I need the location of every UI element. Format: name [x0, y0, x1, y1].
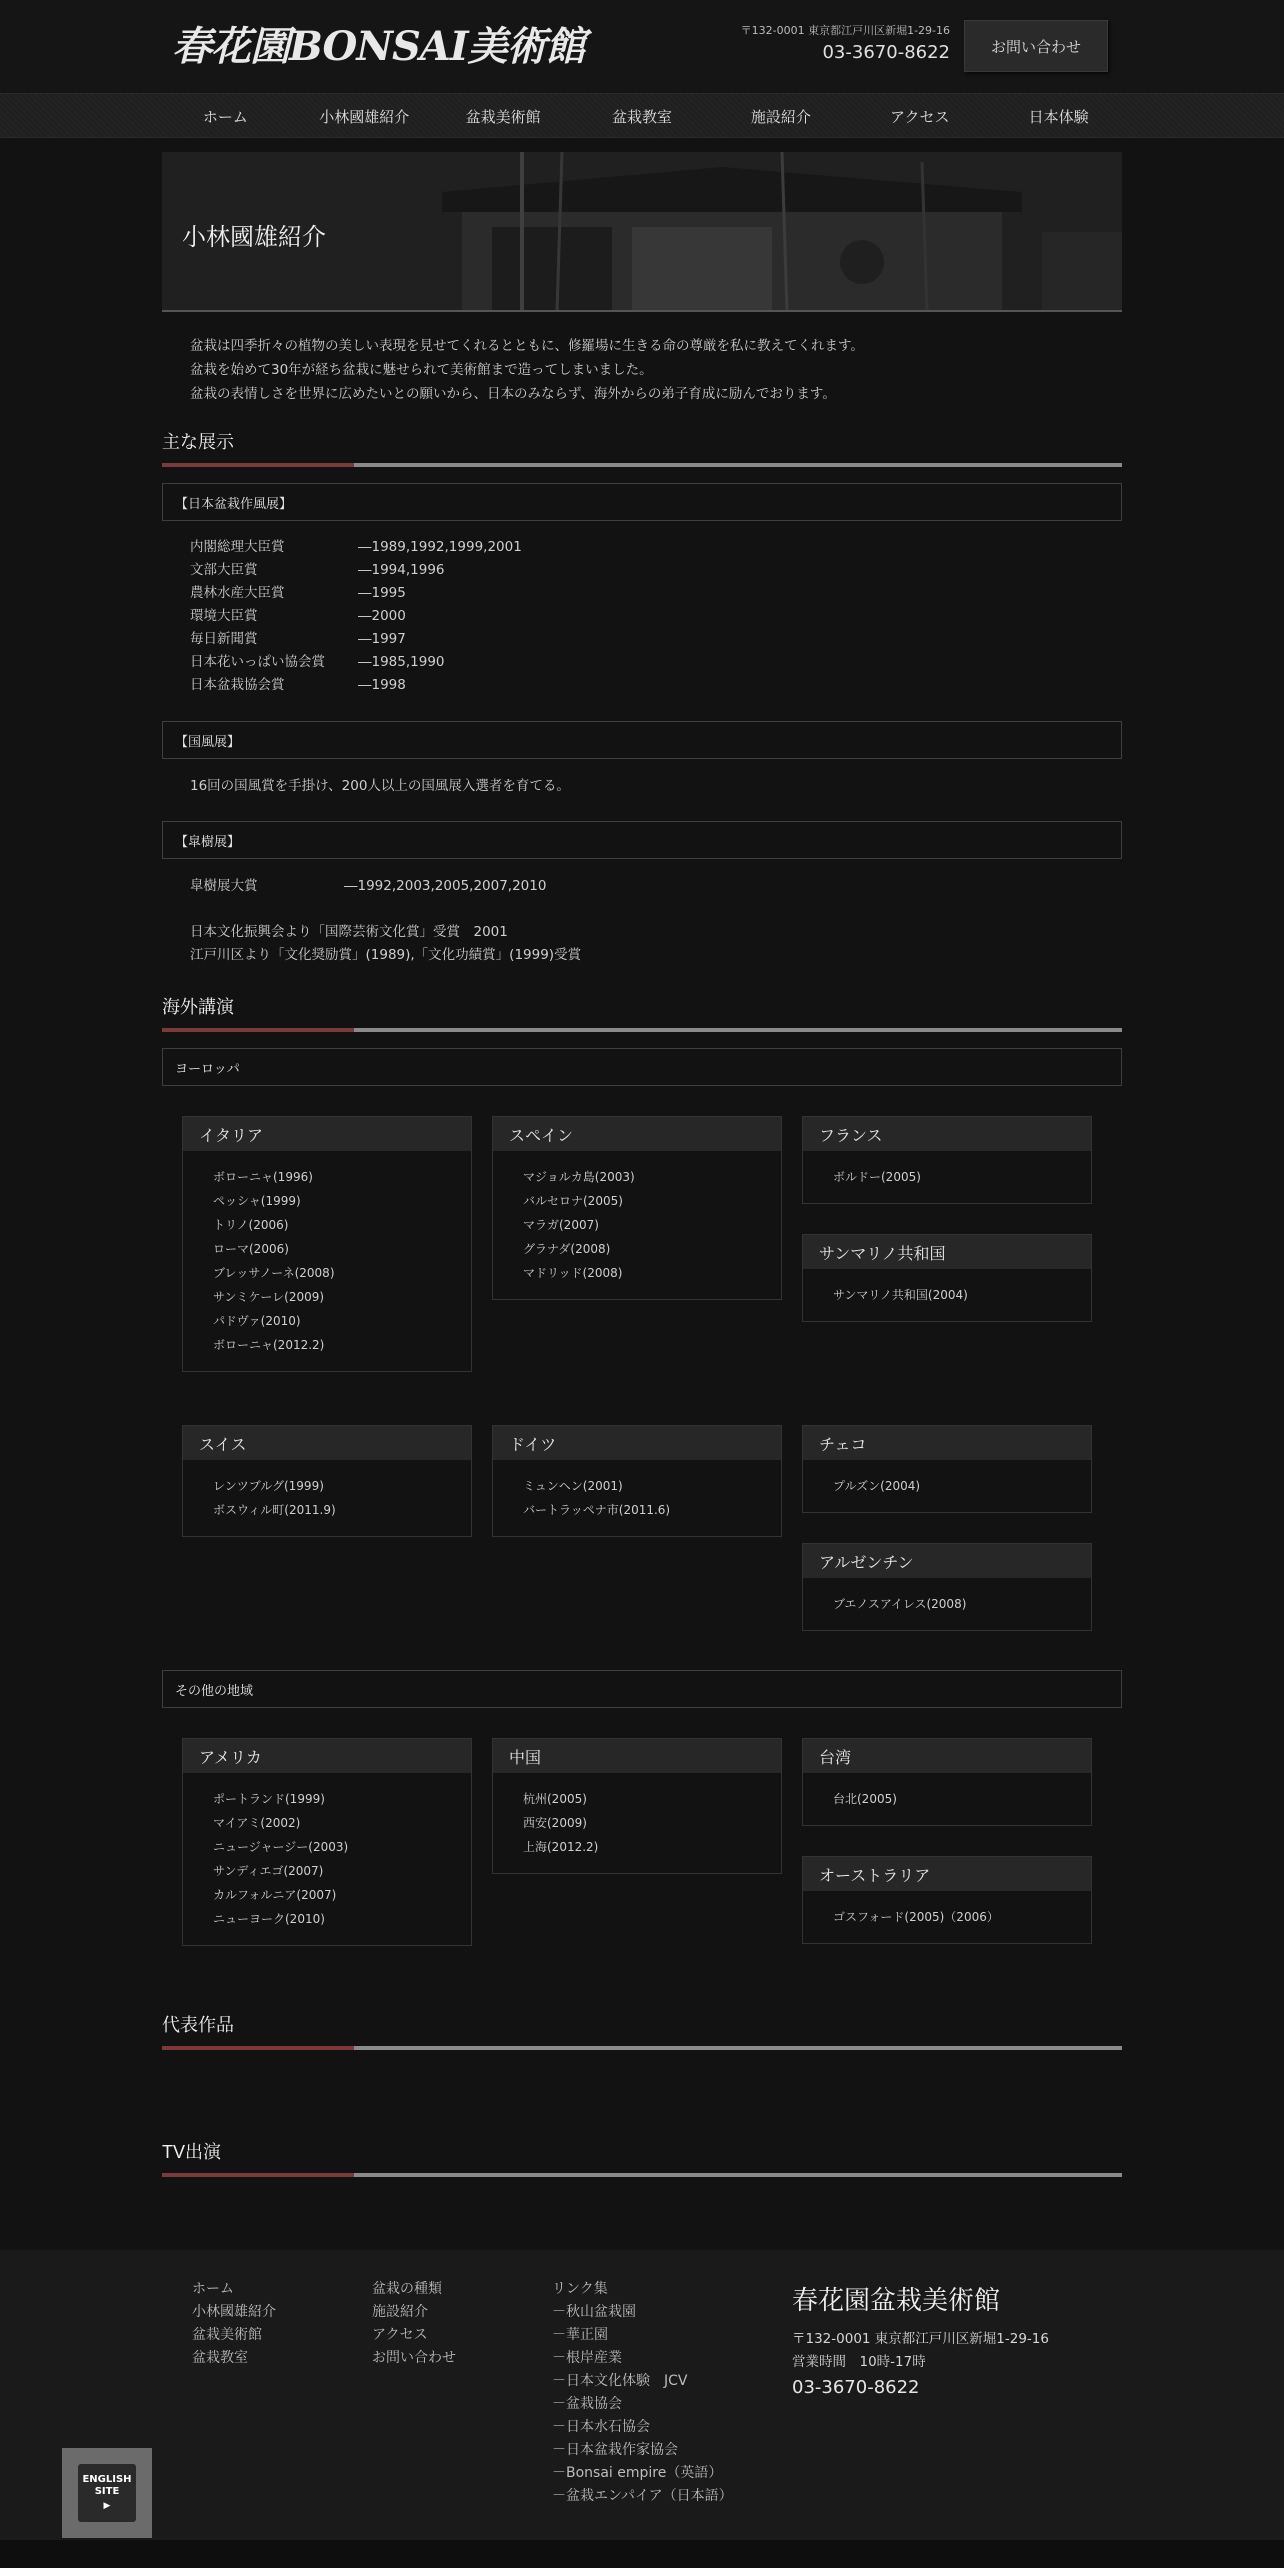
footer-brand: 春花園盆栽美術館 — [792, 2286, 1001, 2316]
site-header — [0, 0, 1284, 93]
award-name: 農林水産大臣賞 — [190, 585, 285, 601]
list-item: バートラッペナ市(2011.6) — [523, 1503, 671, 1517]
english-site-badge — [78, 2464, 136, 2522]
nav-item-facility[interactable]: 施設紹介 — [750, 108, 811, 126]
country-card-usa — [182, 1738, 472, 1946]
footer-link-museum[interactable]: 盆栽美術館 — [192, 2327, 262, 2343]
list-item: ペッシャ(1999) — [213, 1194, 301, 1208]
country-card-title: アルゼンチン — [803, 1544, 1091, 1578]
english-site-label: SITE — [94, 2486, 120, 2497]
footer-tel[interactable]: 03-3670-8622 — [792, 2377, 920, 2398]
footer-link-bonsai-types[interactable]: 盆栽の種類 — [372, 2281, 442, 2297]
list-item: ブレッサノーネ(2008) — [213, 1266, 335, 1280]
gaju-note: 江戸川区より「文化奨励賞」(1989),「文化功績賞」(1999)受賞 — [190, 947, 582, 963]
list-item: マドリッド(2008) — [523, 1266, 623, 1280]
list-item: ニュージャージー(2003) — [213, 1840, 349, 1854]
list-item: マラガ(2007) — [523, 1218, 599, 1232]
award-years: ―2000 — [358, 608, 406, 624]
list-item: ボルドー(2005) — [833, 1170, 921, 1184]
list-item: 上海(2012.2) — [523, 1840, 599, 1854]
country-card-australia — [802, 1856, 1092, 1944]
country-card-title: フランス — [803, 1117, 1091, 1151]
country-card-title: オーストラリア — [803, 1857, 1091, 1891]
country-card-title: チェコ — [803, 1426, 1091, 1460]
award-name: 毎日新聞賞 — [190, 631, 258, 647]
header-tel[interactable]: 03-3670-8622 — [822, 42, 950, 63]
country-card-italy — [182, 1116, 472, 1372]
nav-item-museum[interactable]: 盆栽美術館 — [465, 108, 541, 126]
list-item: プルズン(2004) — [833, 1479, 921, 1493]
country-card-spain — [492, 1116, 782, 1300]
subsection-other-title: その他の地域 — [162, 1670, 1122, 1708]
footer-address-block — [792, 2328, 1049, 2374]
award-name: 日本盆栽協会賞 — [190, 677, 285, 693]
footer-link-access[interactable]: アクセス — [372, 2327, 428, 2343]
award-name: 内閣総理大臣賞 — [190, 539, 285, 555]
list-item: 西安(2009) — [523, 1816, 587, 1830]
list-item: ボスウィル町(2011.9) — [213, 1503, 336, 1517]
country-card-sanmarino — [802, 1234, 1092, 1322]
intro-text — [190, 334, 864, 406]
country-card-taiwan — [802, 1738, 1092, 1826]
page-title: 小林國雄紹介 — [182, 223, 326, 251]
country-card-france — [802, 1116, 1092, 1204]
site-logo[interactable] — [172, 18, 585, 76]
copyright-bar — [0, 2540, 1284, 2568]
country-card-title: サンマリノ共和国 — [803, 1235, 1091, 1269]
footer-link-profile[interactable]: 小林國雄紹介 — [192, 2304, 276, 2320]
list-item: パドヴァ(2010) — [213, 1314, 301, 1328]
list-item: マイアミ(2002) — [213, 1816, 301, 1830]
list-item: ブエノスアイレス(2008) — [833, 1597, 967, 1611]
list-item: ミュンヘン(2001) — [523, 1479, 623, 1493]
list-item: ボローニャ(2012.2) — [213, 1338, 325, 1352]
list-item: サンマリノ共和国(2004) — [833, 1288, 968, 1302]
logo-text: 春花園BONSAI美術館 — [172, 23, 585, 70]
nihon-awards-list — [190, 536, 522, 697]
footer-external-link[interactable]: －盆栽エンパイア（日本語） — [552, 2488, 733, 2504]
intro-line: 盆栽を始めて30年が経ち盆栽に魅せられて美術館まで造ってしまいました。 — [190, 362, 653, 378]
section-heading-works: 代表作品 — [162, 2015, 234, 2035]
country-card-title: ドイツ — [493, 1426, 781, 1460]
award-years: ―1997 — [358, 631, 406, 647]
section-heading-lectures: 海外講演 — [162, 997, 234, 1017]
footer-nav-col-1 — [192, 2278, 276, 2370]
footer-link-contact[interactable]: お問い合わせ — [372, 2350, 456, 2366]
list-item: ポートランド(1999) — [213, 1792, 325, 1806]
list-item: グラナダ(2008) — [523, 1242, 611, 1256]
gaju-note: 日本文化振興会より「国際芸術文化賞」受賞 2001 — [190, 924, 508, 940]
footer-external-link[interactable]: －華正園 — [552, 2327, 608, 2343]
footer-external-link[interactable]: －日本水石協会 — [552, 2419, 650, 2435]
award-years: ―1994,1996 — [358, 562, 445, 578]
subsection-kokufu-title: 【国風展】 — [162, 721, 1122, 759]
award-years: ―1985,1990 — [358, 654, 445, 670]
section-divider — [162, 1028, 1122, 1032]
kokufu-text: 16回の国風賞を手掛け、200人以上の国風展入選者を育てる。 — [190, 778, 570, 794]
english-site-button[interactable] — [62, 2448, 152, 2538]
award-row — [190, 674, 522, 697]
country-card-china — [492, 1738, 782, 1874]
award-name: 皐樹展大賞 — [190, 878, 258, 894]
main-nav — [0, 93, 1284, 138]
award-row — [190, 651, 522, 674]
list-item: ニューヨーク(2010) — [213, 1912, 325, 1926]
footer-external-link[interactable]: －秋山盆栽園 — [552, 2304, 636, 2320]
footer-link-classroom[interactable]: 盆栽教室 — [192, 2350, 248, 2366]
award-name: 日本花いっぱい協会賞 — [190, 654, 325, 670]
country-card-title: スイス — [183, 1426, 471, 1460]
footer-nav-col-2 — [372, 2278, 456, 2370]
section-divider — [162, 2173, 1122, 2177]
list-item: 台北(2005) — [833, 1792, 897, 1806]
list-item: ローマ(2006) — [213, 1242, 289, 1256]
list-item: サンディエゴ(2007) — [213, 1864, 324, 1878]
footer-link-home[interactable]: ホーム — [192, 2281, 234, 2297]
award-years: ―1989,1992,1999,2001 — [358, 539, 522, 555]
award-years: ―1995 — [358, 585, 406, 601]
list-item: サンミケーレ(2009) — [213, 1290, 325, 1304]
contact-button[interactable]: お問い合わせ — [964, 20, 1108, 72]
list-item: 杭州(2005) — [523, 1792, 587, 1806]
section-divider — [162, 463, 1122, 467]
hero-banner — [162, 152, 1122, 312]
nav-item-profile[interactable]: 小林國雄紹介 — [319, 108, 410, 126]
footer-link-facility[interactable]: 施設紹介 — [372, 2304, 428, 2320]
list-item: ゴスフォード(2005)（2006） — [833, 1910, 999, 1924]
country-card-title: 台湾 — [803, 1739, 1091, 1773]
nav-item-japan-experience[interactable]: 日本体験 — [1028, 108, 1089, 126]
play-arrow-icon: ▶ — [103, 2501, 111, 2511]
intro-line: 盆栽の表情しさを世界に広めたいとの願いから、日本のみならず、海外からの弟子育成に励んでおります。 — [190, 386, 836, 402]
list-item: レンツブルグ(1999) — [213, 1479, 324, 1493]
country-card-argentina — [802, 1543, 1092, 1631]
award-years: ―1992,2003,2005,2007,2010 — [344, 878, 547, 894]
footer-links-col — [552, 2278, 733, 2508]
award-row — [190, 536, 522, 559]
subsection-gaju-title: 【皐樹展】 — [162, 821, 1122, 859]
country-card-swiss — [182, 1425, 472, 1537]
english-site-label: ENGLISH — [82, 2474, 132, 2485]
list-item: マジョルカ島(2003) — [523, 1170, 635, 1184]
list-item: トリノ(2006) — [213, 1218, 289, 1232]
nav-item-home[interactable]: ホーム — [202, 108, 248, 126]
award-row — [190, 582, 522, 605]
site-footer — [0, 2250, 1284, 2540]
award-name: 環境大臣賞 — [190, 608, 258, 624]
award-name: 文部大臣賞 — [190, 562, 258, 578]
footer-external-link[interactable]: －根岸産業 — [552, 2350, 622, 2366]
header-address: 〒132-0001 東京都江戸川区新堀1-29-16 — [740, 24, 950, 37]
intro-line: 盆栽は四季折々の植物の美しい表現を見せてくれるとともに、修羅場に生きる命の尊厳を私に教えてくれます。 — [190, 338, 864, 354]
subsection-nihon-title: 【日本盆栽作風展】 — [162, 483, 1122, 521]
country-card-title: 中国 — [493, 1739, 781, 1773]
country-card-czech — [802, 1425, 1092, 1513]
footer-links-title: リンク集 — [552, 2281, 608, 2297]
country-card-germany — [492, 1425, 782, 1537]
footer-external-link[interactable]: －盆栽協会 — [552, 2396, 622, 2412]
list-item: ボローニャ(1996) — [213, 1170, 313, 1184]
award-row — [190, 559, 522, 582]
footer-hours: 営業時間 10時-17時 — [792, 2354, 926, 2370]
footer-external-link[interactable]: －Bonsai empire（英語） — [552, 2465, 723, 2481]
footer-address: 〒132-0001 東京都江戸川区新堀1-29-16 — [792, 2331, 1049, 2347]
list-item: カルフォルニア(2007) — [213, 1888, 337, 1902]
section-divider — [162, 2046, 1122, 2050]
footer-external-link[interactable]: －日本盆栽作家協会 — [552, 2442, 678, 2458]
award-row — [190, 605, 522, 628]
subsection-europe-title: ヨーロッパ — [162, 1048, 1122, 1086]
award-years: ―1998 — [358, 677, 406, 693]
nav-item-classroom[interactable]: 盆栽教室 — [612, 108, 673, 126]
list-item: バルセロナ(2005) — [523, 1194, 623, 1208]
nav-item-access[interactable]: アクセス — [889, 108, 950, 126]
section-heading-tv: TV出演 — [162, 2142, 222, 2162]
country-card-title: スペイン — [493, 1117, 781, 1151]
country-card-title: イタリア — [183, 1117, 471, 1151]
footer-external-link[interactable]: －日本文化体験 JCV — [552, 2373, 688, 2389]
country-card-title: アメリカ — [183, 1739, 471, 1773]
award-row — [190, 628, 522, 651]
gaju-award — [190, 875, 546, 898]
section-heading-exhibits: 主な展示 — [162, 432, 234, 452]
